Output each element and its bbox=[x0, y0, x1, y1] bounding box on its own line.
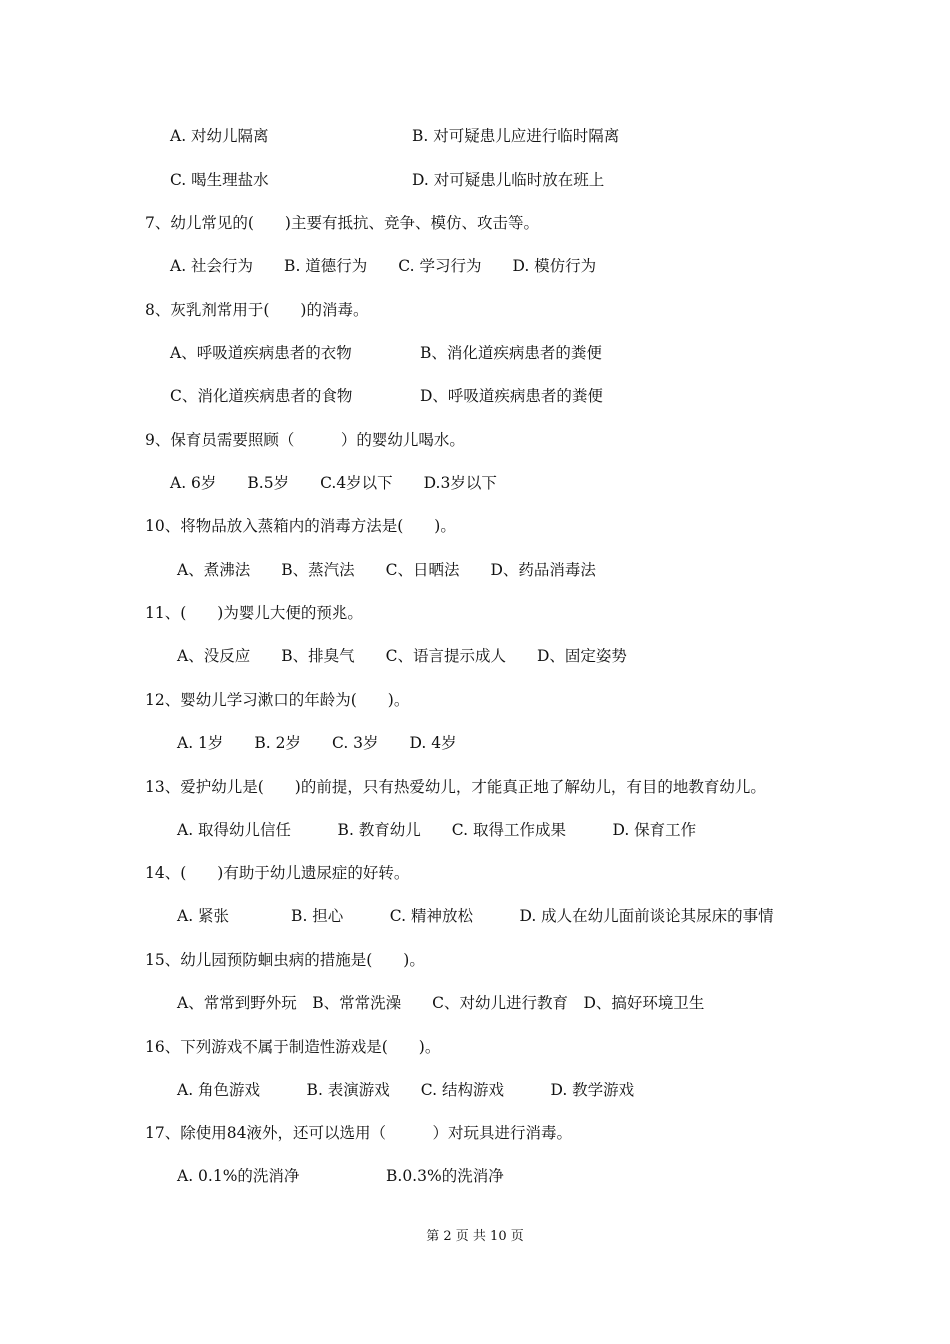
question-9-stem: 9、保育员需要照顾（ ）的婴幼儿喝水。 bbox=[145, 431, 465, 449]
question-15-options: A、常常到野外玩 B、常常洗澡 C、对幼儿进行教育 D、搞好环境卫生 bbox=[177, 994, 705, 1012]
question-12-stem: 12、婴幼儿学习漱口的年龄为( )。 bbox=[145, 691, 410, 709]
q8-option-d: D、呼吸道疾病患者的粪便 bbox=[420, 387, 603, 405]
q8-option-b: B、消化道疾病患者的粪便 bbox=[420, 344, 602, 362]
q8-option-c: C、消化道疾病患者的食物 bbox=[170, 387, 353, 405]
question-16-stem: 16、下列游戏不属于制造性游戏是( )。 bbox=[145, 1038, 441, 1056]
question-13-options: A. 取得幼儿信任 B. 教育幼儿 C. 取得工作成果 D. 保育工作 bbox=[177, 821, 697, 839]
question-7-stem: 7、幼儿常见的( )主要有抵抗、竞争、模仿、攻击等。 bbox=[145, 214, 539, 232]
q6-option-a: A. 对幼儿隔离 bbox=[170, 127, 269, 145]
page-number-footer: 第 2 页 共 10 页 bbox=[426, 1229, 524, 1244]
question-16-options: A. 角色游戏 B. 表演游戏 C. 结构游戏 D. 教学游戏 bbox=[177, 1081, 635, 1099]
q6-option-c: C. 喝生理盐水 bbox=[170, 171, 269, 189]
question-14-options: A. 紧张 B. 担心 C. 精神放松 D. 成人在幼儿面前谈论其尿床的事情 bbox=[177, 907, 774, 925]
q17-option-a: A. 0.1%的洗消净 bbox=[177, 1167, 300, 1185]
question-13-stem: 13、爱护幼儿是( )的前提，只有热爱幼儿，才能真正地了解幼儿，有目的地教育幼儿。 bbox=[145, 778, 766, 796]
question-17-stem: 17、除使用84液外，还可以选用（ ）对玩具进行消毒。 bbox=[145, 1124, 572, 1142]
q8-option-a: A、呼吸道疾病患者的衣物 bbox=[170, 344, 352, 362]
question-10-stem: 10、将物品放入蒸箱内的消毒方法是( )。 bbox=[145, 517, 456, 535]
question-9-options: A. 6岁 B.5岁 C.4岁以下 D.3岁以下 bbox=[170, 474, 497, 492]
question-15-stem: 15、幼儿园预防蛔虫病的措施是( )。 bbox=[145, 951, 425, 969]
question-14-stem: 14、( )有助于幼儿遗尿症的好转。 bbox=[145, 864, 410, 882]
question-12-options: A. 1岁 B. 2岁 C. 3岁 D. 4岁 bbox=[177, 734, 457, 752]
question-8-stem: 8、灰乳剂常用于( )的消毒。 bbox=[145, 301, 369, 319]
question-11-stem: 11、( )为婴儿大便的预兆。 bbox=[145, 604, 363, 622]
question-7-options: A. 社会行为 B. 道德行为 C. 学习行为 D. 模仿行为 bbox=[170, 257, 597, 275]
q6-option-b: B. 对可疑患儿应进行临时隔离 bbox=[412, 127, 620, 145]
q17-option-b: B.0.3%的洗消净 bbox=[386, 1167, 504, 1185]
question-10-options: A、煮沸法 B、蒸汽法 C、日晒法 D、药品消毒法 bbox=[177, 561, 596, 579]
question-11-options: A、没反应 B、排臭气 C、语言提示成人 D、固定姿势 bbox=[177, 647, 627, 665]
q6-option-d: D. 对可疑患儿临时放在班上 bbox=[412, 171, 605, 189]
